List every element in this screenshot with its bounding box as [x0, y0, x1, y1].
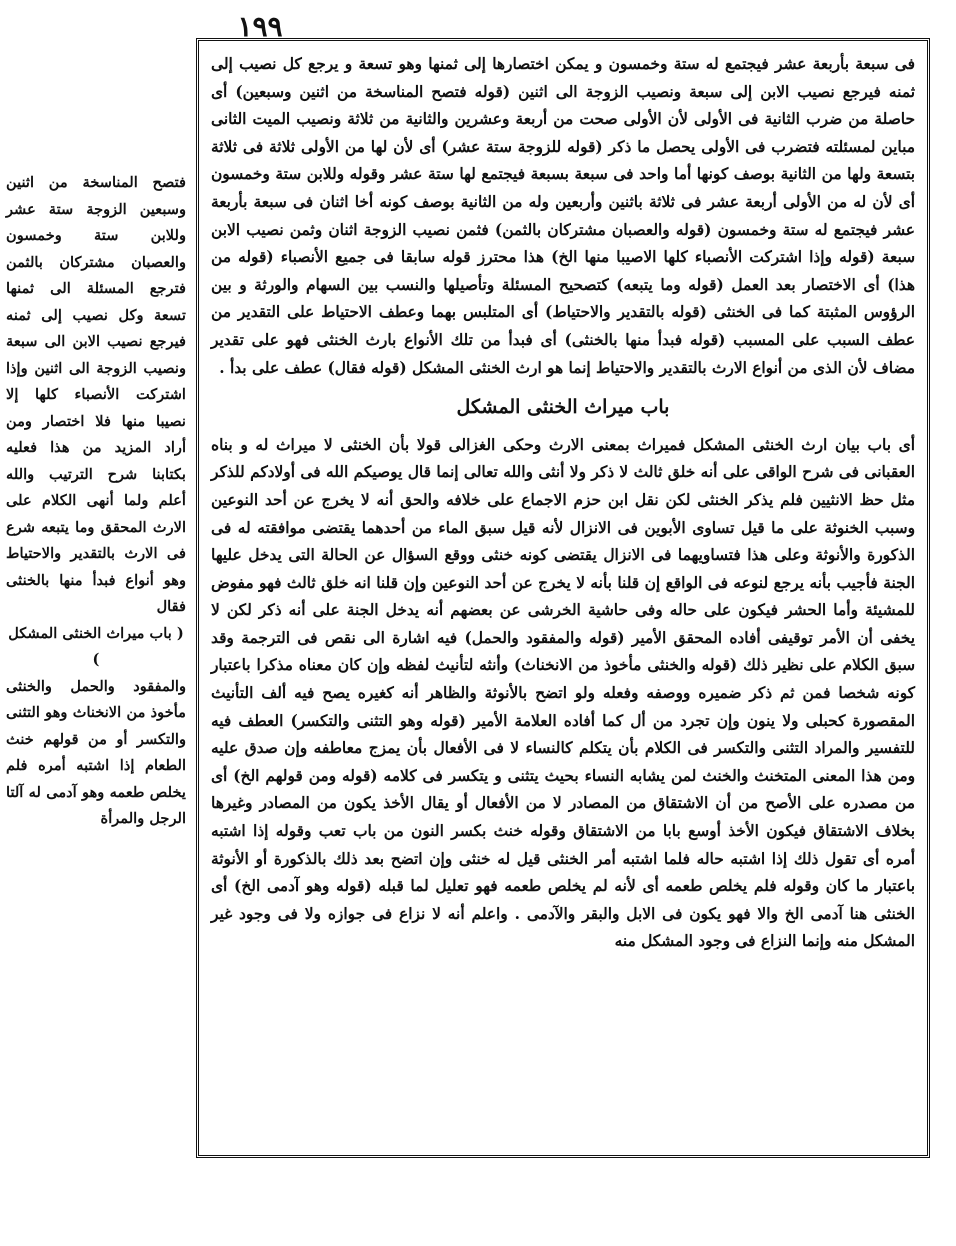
main-text-frame — [196, 38, 930, 1158]
margin-chapter-heading: ( باب ميراث الخنثى المشكل ) — [8, 624, 184, 668]
page-number: ١٩٩ — [237, 10, 283, 43]
commentary-paragraph-2: أى باب بيان ارث الخنثى المشكل فميراث بمعنى الارث وحكى الغزالى قولا بأن الخنثى لا ميراث له و بناه العقبانى فى شرح الواقى على أنه خلق ثالث لا ذكر ولا أنثى والله تعالى إنما قال يوصيكم الله فى أولادكم للذكر مثل حظ الانثيين فلم يذكر الخنثى لكن نقل ابن حزم الاجماع على خلافه والحق أنه لا يخرج عن أحد النوعين وسبب الخنوثة على ما قيل تساوى الأبوين فى الانزال لأنه قيل سبق الماء من أحدهما يقتضى موافقته له فى الذكورة والأنوثة وعلى هذا فتساويهما فى الانزال يقتضى كونه خنثى ووقع السؤال عن الحالة التى يدخل عليها الجنة فأجيب بأنه يرجع لنوعه فى الواقع إن قلنا بأنه لا يخرج عن أحد النوعين وإن قلنا انه خلق ثالث فهو مفوض للمشيئة وأما الحشر فيكون على حاله وفى حاشية الخرشى عن بعضهم أنه يدخل الجنة على أنه ذكر لكن لا يخفى أن الأمر توقيفى أفاده المحقق الأمير (قوله والمفقود والحمل) فيه اشارة الى نقص فى الترجمة وقد سبق الكلام على نظير ذلك (قوله والخنثى مأخوذ من الانخناث) وأنثه لتأنيث لفظه وإن كان معناه مذكرا باعتبار كونه شخصا فمن ثم ذكر ضميره ووصفه وفعله ولو اتضح بالأنوثة والظاهر أنه كغيره يصح فيه ألف التأنيث المقصورة كحبلى ولا ينون وإن تجرد من أل كما أفاده العلامة الأمير (قوله وهو التثنى والتكسر) العطف فيه للتفسير والمراد التثنى والتكسر فى الكلام بأن يتكلم كالنساء لا فى الأفعال بأن يمزج معاطفه وإن صدق عليه ومن هذا المعنى المتخنث والخنث لمن يشابه النساء بحيث يتثنى و يتكسر فى كلامه (قوله ومن قولهم الخ) أى من مصدره على الأصح من أن الاشتقاق من المصادر لا من الأفعال أو يقال الأخذ يكون من المصادر وغيرها بخلاف الاشتقاق فيكون الأخذ أوسع بابا من الاشتقاق وقوله خنث بكسر النون من باب تعب وقوله إذا اشتبه أمره أى تقول ذلك إذا اشتبه حاله فلما اشتبه أمر الخنثى قيل له خنثى وإن اتضح بعد ذلك بالذكورة أو الأنوثة باعتبار ما كان وقوله فلم يخلص طعمه أى لأنه لم يخلص طعمه فهو تعليل لما قبله (قوله وهو آدمى الخ) أى الخنثى هنا آدمى الخ والا فهو يكون فى الابل والبقر والآدمى . واعلم أنه لا نزاع فى جوازه ولا فى وجود غير المشكل منه وإنما النزاع فى وجود المشكل منه — [211, 435, 916, 951]
main-commentary — [211, 51, 915, 956]
chapter-title: باب ميراث الخنثى المشكل — [456, 396, 670, 419]
commentary-paragraph-1: فى سبعة بأربعة عشر فيجتمع له ستة وخمسون و يمكن اختصارها إلى ثمنها وهو تسعة و يرجع كل نصيب إلى ثمنه فيرجع نصيب الابن إلى سبعة ونصيب الزوجة الى اثنين (قوله فتصح المناسخة من اثنين وسبعين) أى حاصلة من ضرب الثانية فى الأولى لأن الأولى صحت من أربعة وعشرين والثانية من ثلاثة ونصيب الميت الثانى مباين لمسئلته فتضرب فى الأولى يحصل ما ذكر (قوله للزوجة ستة عشر) أى لأن لها من الأولى ثلاثة فى ثلاثة بتسعة ولها من الثانية بوصف كونها أما واحد فى سبعة بسبعة فيجتمع لها ستة عشر وقوله وللابن ستة وخمسون أى لأن له من الأولى أربعة عشر فى ثلاثة باثنين وأربعين وله من الثانية بوصف كونه أخا اثنان فى سبعة بأربعة عشر فيجتمع له ستة وخمسون (قوله والعصبان مشتركان بالثمن) فثمن نصيب الزوجة اثنان وثمن نصيب الابن سبعة (قوله وإذا اشتركت الأنصباء كلها الاصيبا منها الخ) هذا محترز قوله سابقا فى جميع الأنصباء (قوله من هذا) أى الاختصار بعد العمل (قوله وما يتبعه) كتصحيح المسئلة وتأصيلها والنسب بين السهام والورثة و بين الرؤوس المثبتة كما فى الخنثى (قوله بالتقدير والاحتياط) أى المتلبس بهما وعطف الاحتياط على التقدير من عطف السبب على المسبب (قوله فبدأ منها بالخنثى) أى فبدأ من تلك الأنواع بارث الخنثى فهو على تقدير مضاف لأن الذى من أنواع الارث بالتقدير والاحتياط إنما هو ارث الخنثى المشكل (قوله فقال) عطف على بدأ . — [211, 55, 915, 377]
margin-commentary — [6, 170, 186, 833]
margin-note-text-2: والمفقود والحمل والخنثى مأخوذ من الانخناث وهو التثنى والتكسر أو من قولهم خنث الطعام إذا اشتبه أمره فلم يخلص طعمه وهو آدمى له آلتا الرجل والمرأة — [6, 677, 186, 827]
margin-note-text: فتصح المناسخة من اثنين وسبعين الزوجة ستة عشر وللابن ستة وخمسون والعصبان مشتركان بالثمن فترجع المسئلة الى ثمنها تسعة وكل نصيب إلى ثمنه فيرجع نصيب الابن الى سبعة ونصيب الزوجة الى اثنين وإذا اشتركت الأنصباء كلها إلا نصيبا منها فلا اختصار ومن أراد المزيد من هذا فعليه بكتابنا شرح الترتيب والله أعلم ولما أنهى الكلام على الارث المحقق وما يتبعه شرع فى الارث بالتقدير والاحتياط وهو أنواع فبدأ منها بالخنثى فقال — [6, 174, 186, 615]
